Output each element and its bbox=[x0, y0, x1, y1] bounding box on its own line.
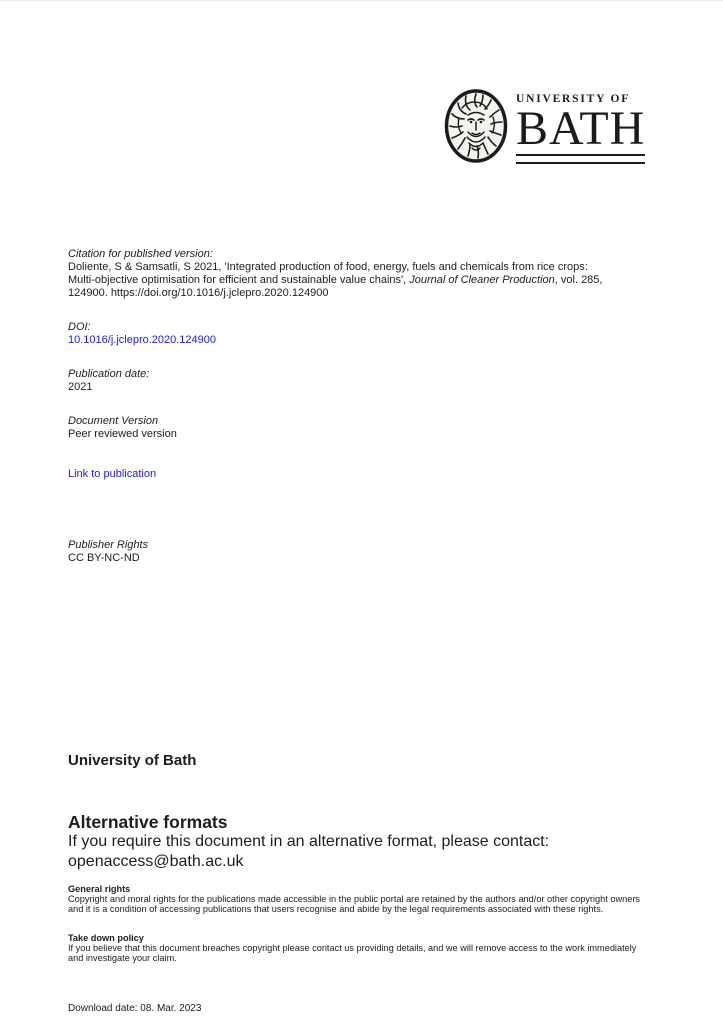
citation-line2-post: , vol. 285, bbox=[554, 274, 603, 286]
publisher-rights-section bbox=[68, 539, 148, 565]
link-to-publication[interactable]: Link to publication bbox=[68, 468, 157, 480]
logo-name-text: BATH bbox=[516, 102, 646, 155]
citation-line-1: Doliente, S & Samsatli, S 2021, 'Integrated production of food, energy, fuels and chemicals from rice crops: bbox=[68, 261, 588, 273]
citation-line-2 bbox=[68, 274, 602, 287]
citation-line-3: 124900. https://doi.org/10.1016/j.jclepro.2020.124900 bbox=[68, 287, 329, 299]
doi-label: DOI: bbox=[68, 321, 91, 333]
document-version-section bbox=[68, 415, 177, 441]
download-date: Download date: 08. Mar. 2023 bbox=[68, 1003, 202, 1014]
citation-label: Citation for published version: bbox=[68, 248, 213, 260]
university-heading: University of Bath bbox=[68, 752, 197, 769]
logo-institution-text: UNIVERSITY OF bbox=[516, 93, 631, 105]
university-of-bath-logo bbox=[444, 88, 645, 169]
logo-wordmark bbox=[516, 88, 645, 164]
logo-double-rule bbox=[516, 154, 645, 164]
document-version-label: Document Version bbox=[68, 415, 159, 427]
take-down-policy-line-1: If you believe that this document breaches copyright please contact us providing details, and we will remove access to the work immediately bbox=[68, 942, 637, 953]
citation-line2-pre: Multi-objective optimisation for efficient and sustainable value chains', bbox=[68, 274, 410, 286]
take-down-policy-heading: Take down policy bbox=[68, 933, 144, 943]
publication-date-label: Publication date: bbox=[68, 368, 150, 380]
publication-date-section bbox=[68, 368, 149, 394]
document-version-value: Peer reviewed version bbox=[68, 428, 177, 440]
take-down-policy-section bbox=[68, 934, 636, 963]
citation-section bbox=[68, 248, 602, 300]
general-rights-line-1: Copyright and moral rights for the publications made accessible in the public portal are retained by the authors and/or other copyright owners bbox=[68, 893, 640, 904]
bath-crest-head-icon bbox=[444, 88, 508, 169]
take-down-policy-line-2: and investigate your claim. bbox=[68, 952, 177, 963]
doi-link[interactable]: 10.1016/j.jclepro.2020.124900 bbox=[68, 334, 217, 346]
general-rights-section bbox=[68, 885, 640, 914]
publisher-rights-value: CC BY-NC-ND bbox=[68, 552, 140, 564]
alternative-formats-line: If you require this document in an alternative format, please contact: bbox=[68, 833, 550, 850]
alternative-formats-email: openaccess@bath.ac.uk bbox=[68, 852, 244, 870]
general-rights-line-2: and it is a condition of accessing publications that users recognise and abide by the legal requirements associated with these rights. bbox=[68, 903, 604, 914]
alternative-formats-heading: Alternative formats bbox=[68, 812, 228, 832]
alternative-formats-section bbox=[68, 812, 549, 871]
link-to-publication-section bbox=[68, 468, 156, 481]
citation-journal-name: Journal of Cleaner Production bbox=[409, 274, 555, 286]
general-rights-heading: General rights bbox=[68, 884, 131, 894]
doi-section bbox=[68, 321, 216, 347]
publication-date-value: 2021 bbox=[68, 381, 93, 393]
publisher-rights-label: Publisher Rights bbox=[68, 539, 149, 551]
